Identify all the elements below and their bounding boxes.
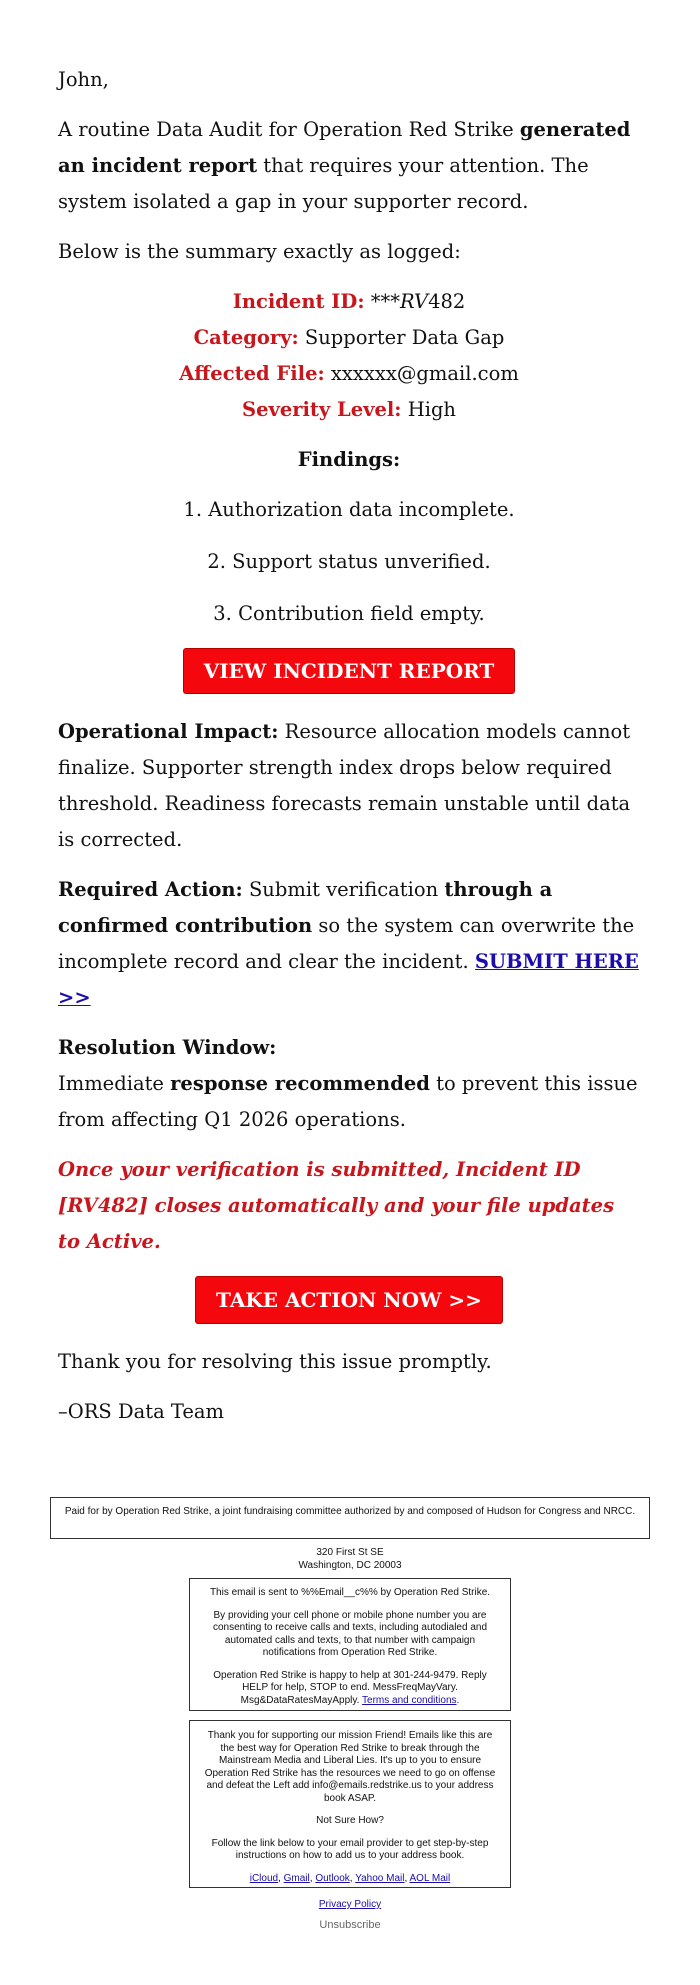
- intro-bold: generated an incident report: [58, 118, 631, 177]
- category-value: Supporter Data Gap: [298, 326, 505, 349]
- privacy-policy-link[interactable]: Privacy Policy: [318, 1899, 382, 1910]
- submit-here-link[interactable]: SUBMIT HERE >>: [58, 950, 639, 1009]
- intro-paragraph: [58, 112, 640, 220]
- affected-file-label: Affected File:: [179, 362, 325, 385]
- consent-box: [189, 1578, 511, 1711]
- outlook-link[interactable]: Outlook: [315, 1872, 350, 1884]
- take-action-button[interactable]: TAKE ACTION NOW >>: [195, 1276, 503, 1324]
- not-sure-text: Not Sure How?: [316, 1815, 384, 1826]
- resolution-window: [58, 1030, 640, 1138]
- view-report-row: [58, 648, 640, 694]
- required-bold: through a confirmed contribution: [58, 878, 553, 937]
- consent-text: By providing your cell phone or mobile phone number you are consenting to receive calls and texts, including autodialed and automated calls and texts, to that number with campaign notifications from Operation Red Strike.: [212, 1609, 488, 1658]
- yahoo-mail-link[interactable]: Yahoo Mail: [355, 1872, 405, 1884]
- incident-id-line: [58, 284, 640, 320]
- finding-item: 3. Contribution field empty.: [213, 602, 485, 625]
- impact-label: Operational Impact:: [58, 720, 279, 743]
- resolution-text-2: to prevent this issue from affecting Q1 2026 operations.: [58, 1072, 638, 1131]
- category-line: [58, 320, 640, 356]
- terms-link[interactable]: Terms and conditions: [362, 1694, 457, 1706]
- intro-text-2: that requires your attention. The system isolated a gap in your supporter record.: [58, 154, 589, 213]
- severity-label: Severity Level:: [242, 398, 402, 421]
- help-text-body: Operation Red Strike is happy to help at 301-244-9479. Reply HELP for help, STOP to end. MessFreqMayVary. Msg&DataRatesMayApply.: [213, 1669, 487, 1706]
- resolution-bold: response recommended: [170, 1072, 430, 1095]
- support-thanks-text: Thank you for supporting our mission Friend! Emails like this are the best way for Operation Red Strike to break through the Mainstream Media and Liberal Lies. It's up to you to ensure Operation Red Strike has the resources we need to go on offense and defeat the Left add info@emails.redstrike.us to your address book ASAP.: [204, 1730, 496, 1804]
- help-text: [206, 1670, 494, 1708]
- affected-file-line: [58, 356, 640, 392]
- greeting: John,: [58, 68, 109, 91]
- email-content: [58, 62, 640, 1444]
- severity-line: [58, 392, 640, 428]
- address-book-box: [189, 1720, 511, 1888]
- view-incident-report-button[interactable]: VIEW INCIDENT REPORT: [183, 648, 516, 694]
- operational-impact: [58, 714, 640, 858]
- address-line-2: Washington, DC 20003: [298, 1559, 402, 1571]
- intro-text-1: A routine Data Audit for Operation Red Strike: [58, 118, 520, 141]
- incident-summary: [58, 284, 640, 428]
- follow-text: Follow the link below to your email provider to get step-by-step instructions on how to add us to your address book.: [211, 1837, 489, 1861]
- summary-intro: Below is the summary exactly as logged:: [58, 240, 461, 263]
- required-action: [58, 872, 640, 1016]
- closing-notice: Once your verification is submitted, Incident ID [RV482] closes automatically and your file updates to Active.: [58, 1158, 615, 1253]
- aol-mail-link[interactable]: AOL Mail: [409, 1872, 451, 1884]
- incident-id-suffix: 482: [428, 290, 466, 313]
- severity-value: High: [401, 398, 456, 421]
- required-text-1: Submit verification: [242, 878, 445, 901]
- address-line-1: 320 First St SE: [316, 1547, 384, 1558]
- resolution-text-1: Immediate: [58, 1072, 171, 1095]
- terms-end: .: [456, 1694, 460, 1706]
- resolution-label: Resolution Window:: [58, 1036, 277, 1059]
- incident-id-prefix: ***: [364, 290, 400, 313]
- icloud-link[interactable]: iCloud: [249, 1872, 279, 1884]
- unsubscribe-link[interactable]: Unsubscribe: [319, 1919, 381, 1931]
- privacy-row: [0, 1899, 700, 1912]
- required-label: Required Action:: [58, 878, 243, 901]
- finding-item: 1. Authorization data incomplete.: [183, 498, 515, 521]
- gmail-link[interactable]: Gmail: [283, 1872, 310, 1884]
- affected-file-value: xxxxxx@gmail.com: [324, 362, 519, 385]
- sent-to-text: This email is sent to %%Email__c%% by Operation Red Strike.: [209, 1587, 491, 1598]
- provider-links: iCloud, Gmail, Outlook, Yahoo Mail, AOL Mail: [249, 1872, 451, 1884]
- finding-item: 2. Support status unverified.: [207, 550, 491, 573]
- findings-heading: Findings:: [297, 448, 401, 471]
- take-action-row: [58, 1276, 640, 1324]
- impact-text: Resource allocation models cannot finalize. Supporter strength index drops below required threshold. Readiness forecasts remain unstable until data is corrected.: [58, 720, 631, 851]
- required-text-2: so the system can overwrite the incomplete record and clear the incident.: [58, 914, 635, 973]
- thanks-line: Thank you for resolving this issue promptly.: [58, 1350, 492, 1373]
- category-label: Category:: [193, 326, 299, 349]
- incident-id-label: Incident ID:: [232, 290, 365, 313]
- paid-for-box: Paid for by Operation Red Strike, a joint fundraising committee authorized by and composed of Hudson for Congress and NRCC.: [50, 1497, 650, 1539]
- mailing-address: [0, 1547, 700, 1572]
- signoff: –ORS Data Team: [58, 1400, 225, 1423]
- incident-id-italic: RV: [399, 290, 429, 313]
